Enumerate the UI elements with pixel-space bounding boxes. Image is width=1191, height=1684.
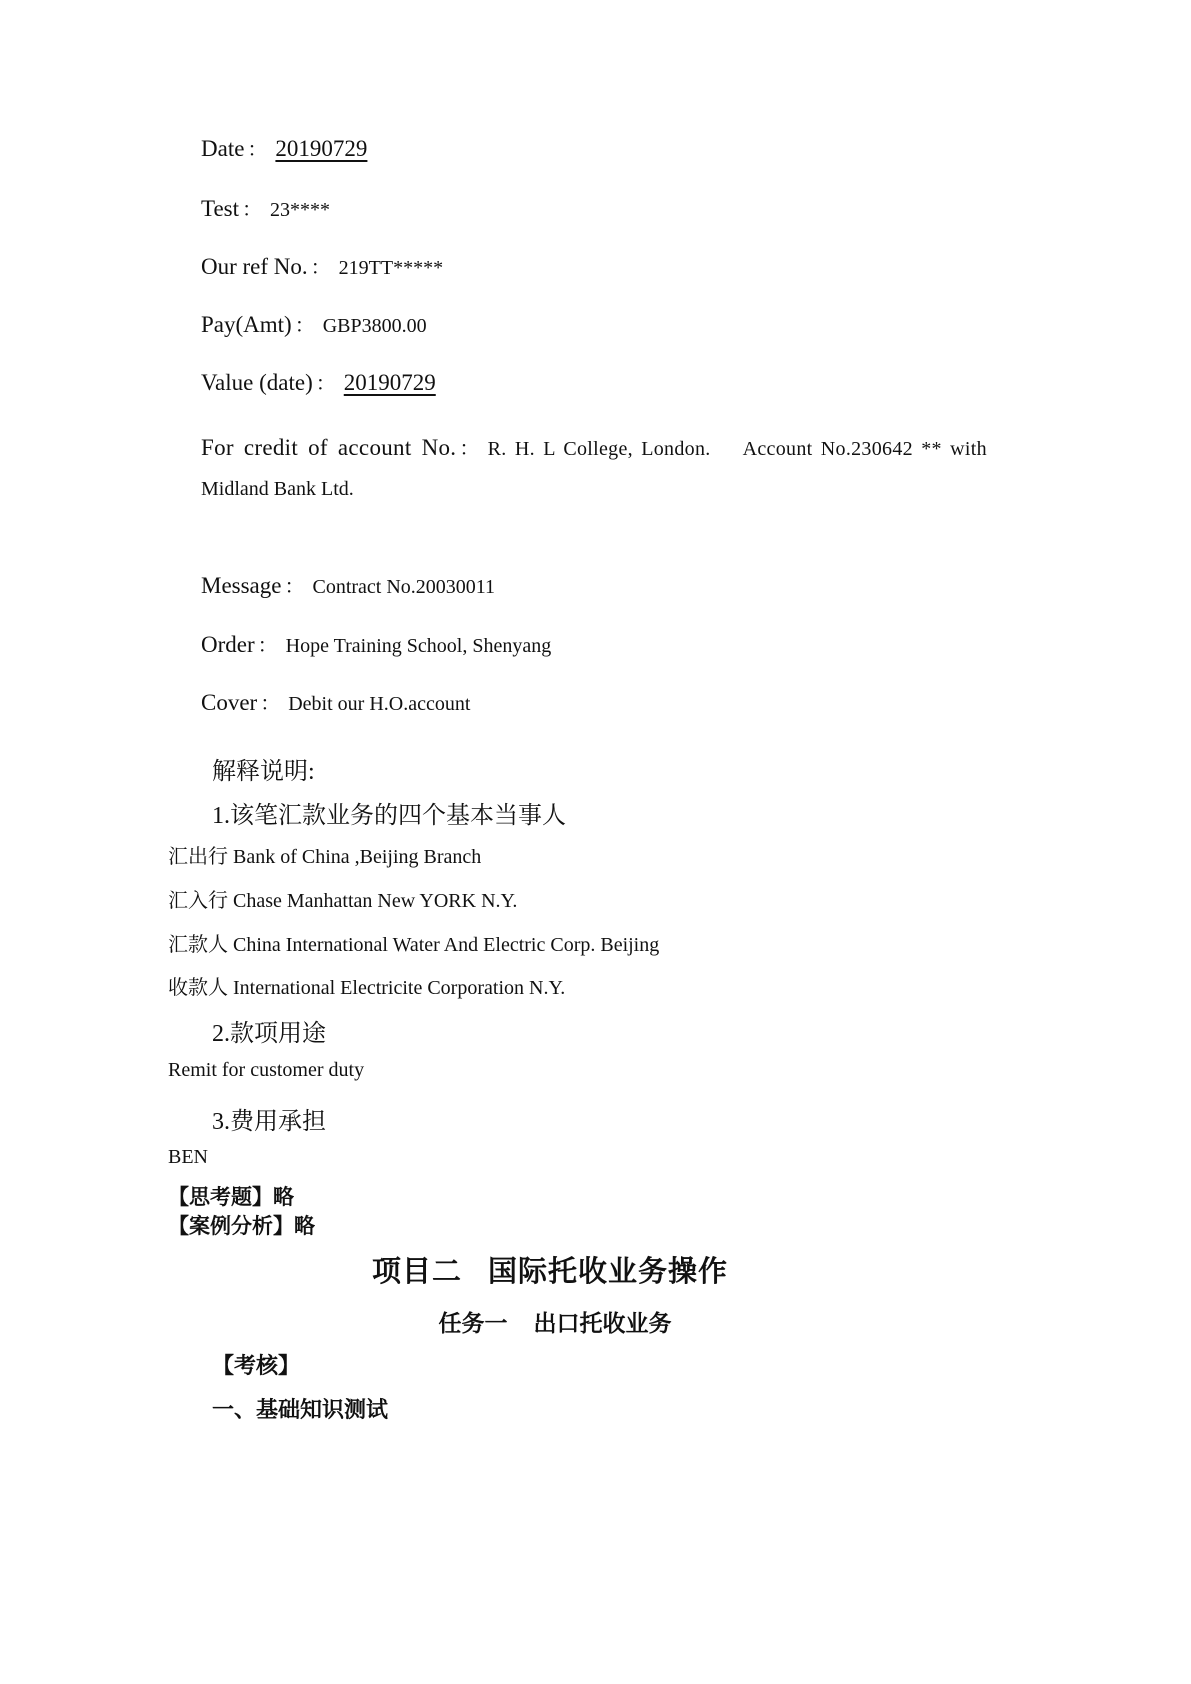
task-number: 任务一 <box>438 1311 508 1336</box>
project-number: 项目二 <box>371 1256 462 1288</box>
task-name: 出口托收业务 <box>533 1311 672 1336</box>
project-title <box>0 1249 1100 1290</box>
answer-3: BEN <box>168 1146 208 1168</box>
test-separator: ： <box>242 199 262 221</box>
credit-separator: ： <box>459 438 480 460</box>
pay-label: Pay(Amt) <box>201 312 292 337</box>
party-payee: 收款人 International Electricite Corporation N.Y. <box>168 977 566 999</box>
assessment-heading: 【考核】 <box>212 1353 301 1378</box>
question-3: 3.费用承担 <box>212 1109 326 1135</box>
pay-separator: ： <box>294 315 315 337</box>
order-label: Order <box>201 632 255 657</box>
answer-2: Remit for customer duty <box>168 1059 365 1081</box>
order-separator: ： <box>257 635 278 657</box>
party-paying-bank: 汇入行 Chase Manhattan New YORK N.Y. <box>168 890 518 912</box>
task-title <box>0 1305 1110 1338</box>
date-label: Date <box>201 136 245 161</box>
value-date-value: 20190729 <box>343 370 436 395</box>
value-date-separator: ： <box>315 373 336 395</box>
pay-value: GBP3800.00 <box>322 315 427 337</box>
value-date-label: Value (date) <box>201 370 313 395</box>
message-value: Contract No.20030011 <box>312 576 496 598</box>
explanation-heading: 解释说明: <box>212 759 315 785</box>
cover-value: Debit our H.O.account <box>288 693 471 715</box>
order-field <box>201 629 551 658</box>
cover-field <box>201 687 470 716</box>
date-separator: ： <box>247 139 268 161</box>
basic-knowledge-heading: 一、基础知识测试 <box>212 1397 389 1422</box>
case-analysis-note: 【案例分析】略 <box>168 1214 315 1238</box>
question-2: 2.款项用途 <box>212 1021 326 1047</box>
ref-value: 219TT***** <box>338 257 444 279</box>
date-value: 20190729 <box>275 136 368 161</box>
question-1: 1.该笔汇款业务的四个基本当事人 <box>212 803 566 829</box>
order-value: Hope Training School, Shenyang <box>285 635 552 657</box>
test-value: 23**** <box>270 199 330 221</box>
ref-label: Our ref No. <box>201 254 308 279</box>
date-field <box>201 133 367 162</box>
message-label: Message <box>201 573 282 598</box>
ref-field <box>201 251 443 280</box>
pay-field <box>201 309 427 338</box>
thinking-question-note: 【思考题】略 <box>168 1185 294 1209</box>
credit-field <box>201 432 987 461</box>
credit-value-line1: R. H. L College, London. Account No.230642 ** with <box>487 438 987 460</box>
credit-label: For credit of account No. <box>201 435 457 460</box>
project-name: 国际托收业务操作 <box>488 1256 729 1288</box>
cover-label: Cover <box>201 690 258 715</box>
ref-separator: ： <box>310 257 331 279</box>
credit-value-line2: Midland Bank Ltd. <box>201 478 354 500</box>
cover-separator: ： <box>260 693 281 715</box>
party-remitter: 汇款人 China International Water And Electric Corp. Beijing <box>168 934 660 956</box>
test-field <box>201 193 330 222</box>
message-separator: ： <box>284 576 305 598</box>
party-remitting-bank: 汇出行 Bank of China ,Beijing Branch <box>168 846 482 868</box>
value-date-field <box>201 367 436 396</box>
test-label: Test <box>201 196 239 221</box>
message-field <box>201 570 495 599</box>
